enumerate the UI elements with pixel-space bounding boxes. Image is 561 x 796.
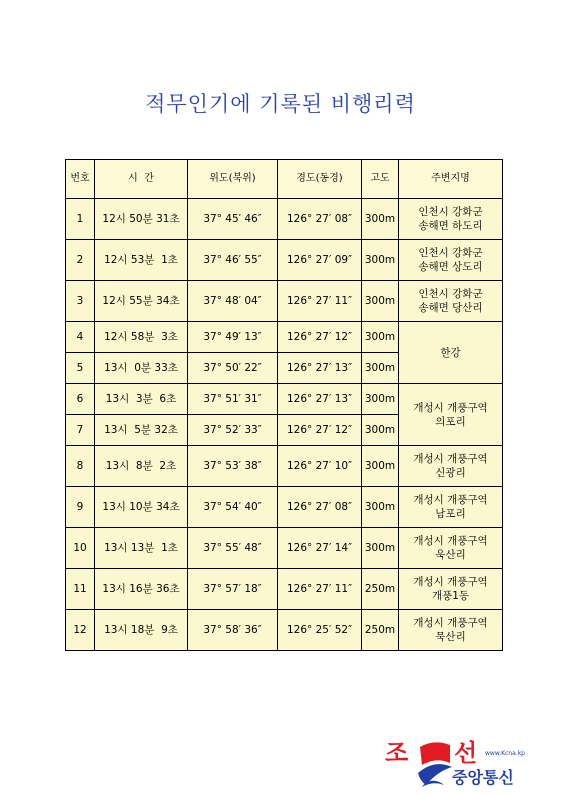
cell-altitude: 300m — [362, 199, 399, 240]
cell-no: 7 — [66, 415, 95, 446]
table-row — [66, 322, 503, 353]
header-place: 주변지명 — [399, 160, 503, 199]
cell-no: 2 — [66, 240, 95, 281]
cell-longitude: 126° 27′ 09″ — [278, 240, 362, 281]
cell-altitude: 300m — [362, 322, 399, 353]
header-no: 번호 — [66, 160, 95, 199]
cell-place: 개성시 개풍구역 욱산리 — [399, 528, 503, 569]
cell-altitude: 300m — [362, 415, 399, 446]
cell-longitude: 126° 27′ 12″ — [278, 322, 362, 353]
cell-time: 13시 13분 1초 — [95, 528, 188, 569]
cell-time: 13시 0분 33초 — [95, 353, 188, 384]
cell-no: 4 — [66, 322, 95, 353]
cell-time: 13시 5분 32초 — [95, 415, 188, 446]
cell-time: 13시 16분 36초 — [95, 569, 188, 610]
cell-latitude: 37° 45′ 46″ — [188, 199, 278, 240]
logo-wave-red — [420, 742, 450, 765]
cell-place: 인천시 강화군 송해면 상도리 — [399, 240, 503, 281]
cell-time: 12시 53분 1초 — [95, 240, 188, 281]
cell-place: 개성시 개풍구역 의포리 — [399, 384, 503, 446]
flight-record-table — [65, 159, 503, 651]
cell-time: 13시 18분 9초 — [95, 610, 188, 651]
cell-latitude: 37° 48′ 04″ — [188, 281, 278, 322]
header-longitude: 경도(동경) — [278, 160, 362, 199]
cell-time: 13시 8분 2초 — [95, 446, 188, 487]
cell-longitude: 126° 27′ 12″ — [278, 415, 362, 446]
table-row — [66, 384, 503, 415]
cell-longitude: 126° 27′ 11″ — [278, 569, 362, 610]
cell-place: 개성시 개풍구역 신광리 — [399, 446, 503, 487]
cell-latitude: 37° 51′ 31″ — [188, 384, 278, 415]
table-row — [66, 446, 503, 487]
header-time: 시 간 — [95, 160, 188, 199]
cell-no: 11 — [66, 569, 95, 610]
cell-altitude: 300m — [362, 528, 399, 569]
cell-altitude: 250m — [362, 569, 399, 610]
cell-altitude: 300m — [362, 353, 399, 384]
cell-latitude: 37° 49′ 13″ — [188, 322, 278, 353]
cell-place: 개성시 개풍구역 개풍1동 — [399, 569, 503, 610]
cell-altitude: 300m — [362, 487, 399, 528]
logo-char-left: 조 — [385, 739, 409, 767]
logo-name: 중앙통신 — [452, 768, 514, 787]
table-row — [66, 240, 503, 281]
cell-longitude: 126° 25′ 52″ — [278, 610, 362, 651]
cell-latitude: 37° 46′ 55″ — [188, 240, 278, 281]
cell-latitude: 37° 57′ 18″ — [188, 569, 278, 610]
cell-place: 한강 — [399, 322, 503, 384]
cell-latitude: 37° 55′ 48″ — [188, 528, 278, 569]
cell-altitude: 300m — [362, 281, 399, 322]
table-row — [66, 199, 503, 240]
cell-latitude: 37° 52′ 33″ — [188, 415, 278, 446]
cell-no: 10 — [66, 528, 95, 569]
cell-time: 13시 10분 34초 — [95, 487, 188, 528]
cell-place: 인천시 강화군 송해면 하도리 — [399, 199, 503, 240]
cell-time: 12시 55분 34초 — [95, 281, 188, 322]
table-row — [66, 569, 503, 610]
cell-longitude: 126° 27′ 13″ — [278, 353, 362, 384]
table-row — [66, 487, 503, 528]
cell-altitude: 300m — [362, 384, 399, 415]
cell-longitude: 126° 27′ 13″ — [278, 384, 362, 415]
cell-altitude: 300m — [362, 446, 399, 487]
cell-longitude: 126° 27′ 08″ — [278, 487, 362, 528]
cell-time: 13시 3분 6초 — [95, 384, 188, 415]
cell-altitude: 250m — [362, 610, 399, 651]
header-latitude: 위도(북위) — [188, 160, 278, 199]
cell-no: 3 — [66, 281, 95, 322]
cell-longitude: 126° 27′ 11″ — [278, 281, 362, 322]
page-title: 적무인기에 기록된 비행리력 — [145, 92, 416, 116]
cell-no: 9 — [66, 487, 95, 528]
table-row — [66, 281, 503, 322]
cell-place: 개성시 개풍구역 묵산리 — [399, 610, 503, 651]
table-row — [66, 610, 503, 651]
header-altitude: 고도 — [362, 160, 399, 199]
cell-latitude: 37° 54′ 40″ — [188, 487, 278, 528]
cell-longitude: 126° 27′ 08″ — [278, 199, 362, 240]
cell-latitude: 37° 58′ 36″ — [188, 610, 278, 651]
cell-latitude: 37° 50′ 22″ — [188, 353, 278, 384]
cell-place: 인천시 강화군 송해면 당산리 — [399, 281, 503, 322]
cell-no: 6 — [66, 384, 95, 415]
cell-no: 1 — [66, 199, 95, 240]
cell-no: 8 — [66, 446, 95, 487]
cell-altitude: 300m — [362, 240, 399, 281]
header-row — [66, 160, 503, 199]
cell-longitude: 126° 27′ 10″ — [278, 446, 362, 487]
table-row — [66, 528, 503, 569]
logo-url: www.Kcna.kp — [485, 750, 525, 757]
kcna-logo — [382, 733, 542, 789]
cell-place: 개성시 개풍구역 남포리 — [399, 487, 503, 528]
cell-time: 12시 50분 31초 — [95, 199, 188, 240]
cell-latitude: 37° 53′ 38″ — [188, 446, 278, 487]
cell-time: 12시 58분 3초 — [95, 322, 188, 353]
cell-longitude: 126° 27′ 14″ — [278, 528, 362, 569]
cell-no: 5 — [66, 353, 95, 384]
cell-no: 12 — [66, 610, 95, 651]
logo-char-right: 선 — [454, 739, 478, 767]
